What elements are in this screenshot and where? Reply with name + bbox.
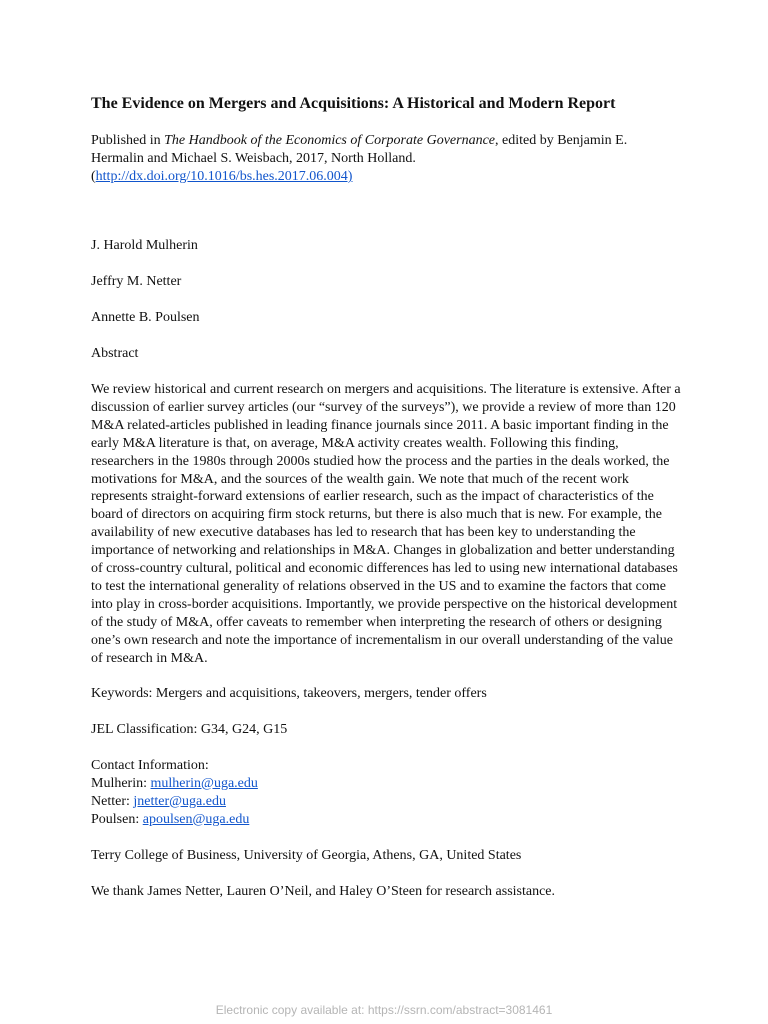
email-link[interactable]: mulherin@uga.edu [150,775,258,791]
author-name: J. Harold Mulherin [91,238,198,253]
publication-info [91,132,681,186]
email-link[interactable]: apoulsen@uga.edu [142,811,250,827]
doi-open-paren: ( [91,169,96,184]
contact-label: Poulsen: [91,811,143,827]
publication-prefix: Published in [91,133,165,148]
jel-classification: JEL Classification: G34, G24, G15 [91,721,288,737]
publication-suffix: , edited by Benjamin E. Hermalin and Michael S. Weisbach, 2017, North Holland. [91,133,628,166]
contact-label: Netter: [91,793,134,809]
publication-book-title: The Handbook of the Economics of Corporate Governance [164,133,496,148]
contact-entry [91,775,681,793]
contact-entry [91,811,681,829]
abstract-text: We review historical and current research on mergers and acquisitions. The literature is extensive. After a discussion of earlier survey articles (our “survey of the surveys”), we provide a review of more than 120 M&A related-articles published in leading finance journals since 2011. A basic important finding in the early M&A literature is that, on average, M&A activity creates wealth. Following this finding, researchers in the 1980s through 2000s studied how the process and the parties in the deals worked, the motivations for M&A, and the sources of the wealth gain. We note that much of the recent work represents straight-forward extensions of earlier research, such as the impact of characteristics of the board of directors on acquiring firm stock returns, but there is also much that is new. For example, the availability of new executive databases has led to research that has been key to understanding the importance of networking and relationships in M&A. Changes in globalization and better understanding of cross-country cultural, political and economic differences has led to using new international databases to test the international generality of relations observed in the US and to examine the factors that come into play in cross-border acquisitions. Importantly, we provide perspective on the historical development of the study of M&A, offer caveats to remember when interpreting the research of others or designing one’s own research and note the importance of incrementalism in our overall understanding of the value of research in M&A. [91,382,681,666]
author-list [91,237,681,327]
doi-link[interactable]: http://dx.doi.org/10.1016/bs.hes.2017.06.004) [95,169,353,184]
author-name: Annette B. Poulsen [91,310,200,325]
paper-title: The Evidence on Mergers and Acquisitions: A Historical and Modern Report [91,95,616,112]
abstract-heading: Abstract [91,346,139,361]
contact-entry [91,793,681,811]
contact-label: Mulherin: [91,775,151,791]
contact-heading: Contact Information: [91,757,209,773]
keywords: Keywords: Mergers and acquisitions, takeovers, mergers, tender offers [91,685,487,701]
author-name: Jeffry M. Netter [91,274,182,289]
affiliation: Terry College of Business, University of Georgia, Athens, GA, United States [91,847,522,863]
email-link[interactable]: jnetter@uga.edu [133,793,226,809]
paper-page [91,93,681,919]
acknowledgment: We thank James Netter, Lauren O’Neil, and Haley O’Steen for research assistance. [91,883,556,899]
contact-information [91,757,681,829]
ssrn-footer: Electronic copy available at: https://ssrn.com/abstract=3081461 [215,1003,553,1017]
